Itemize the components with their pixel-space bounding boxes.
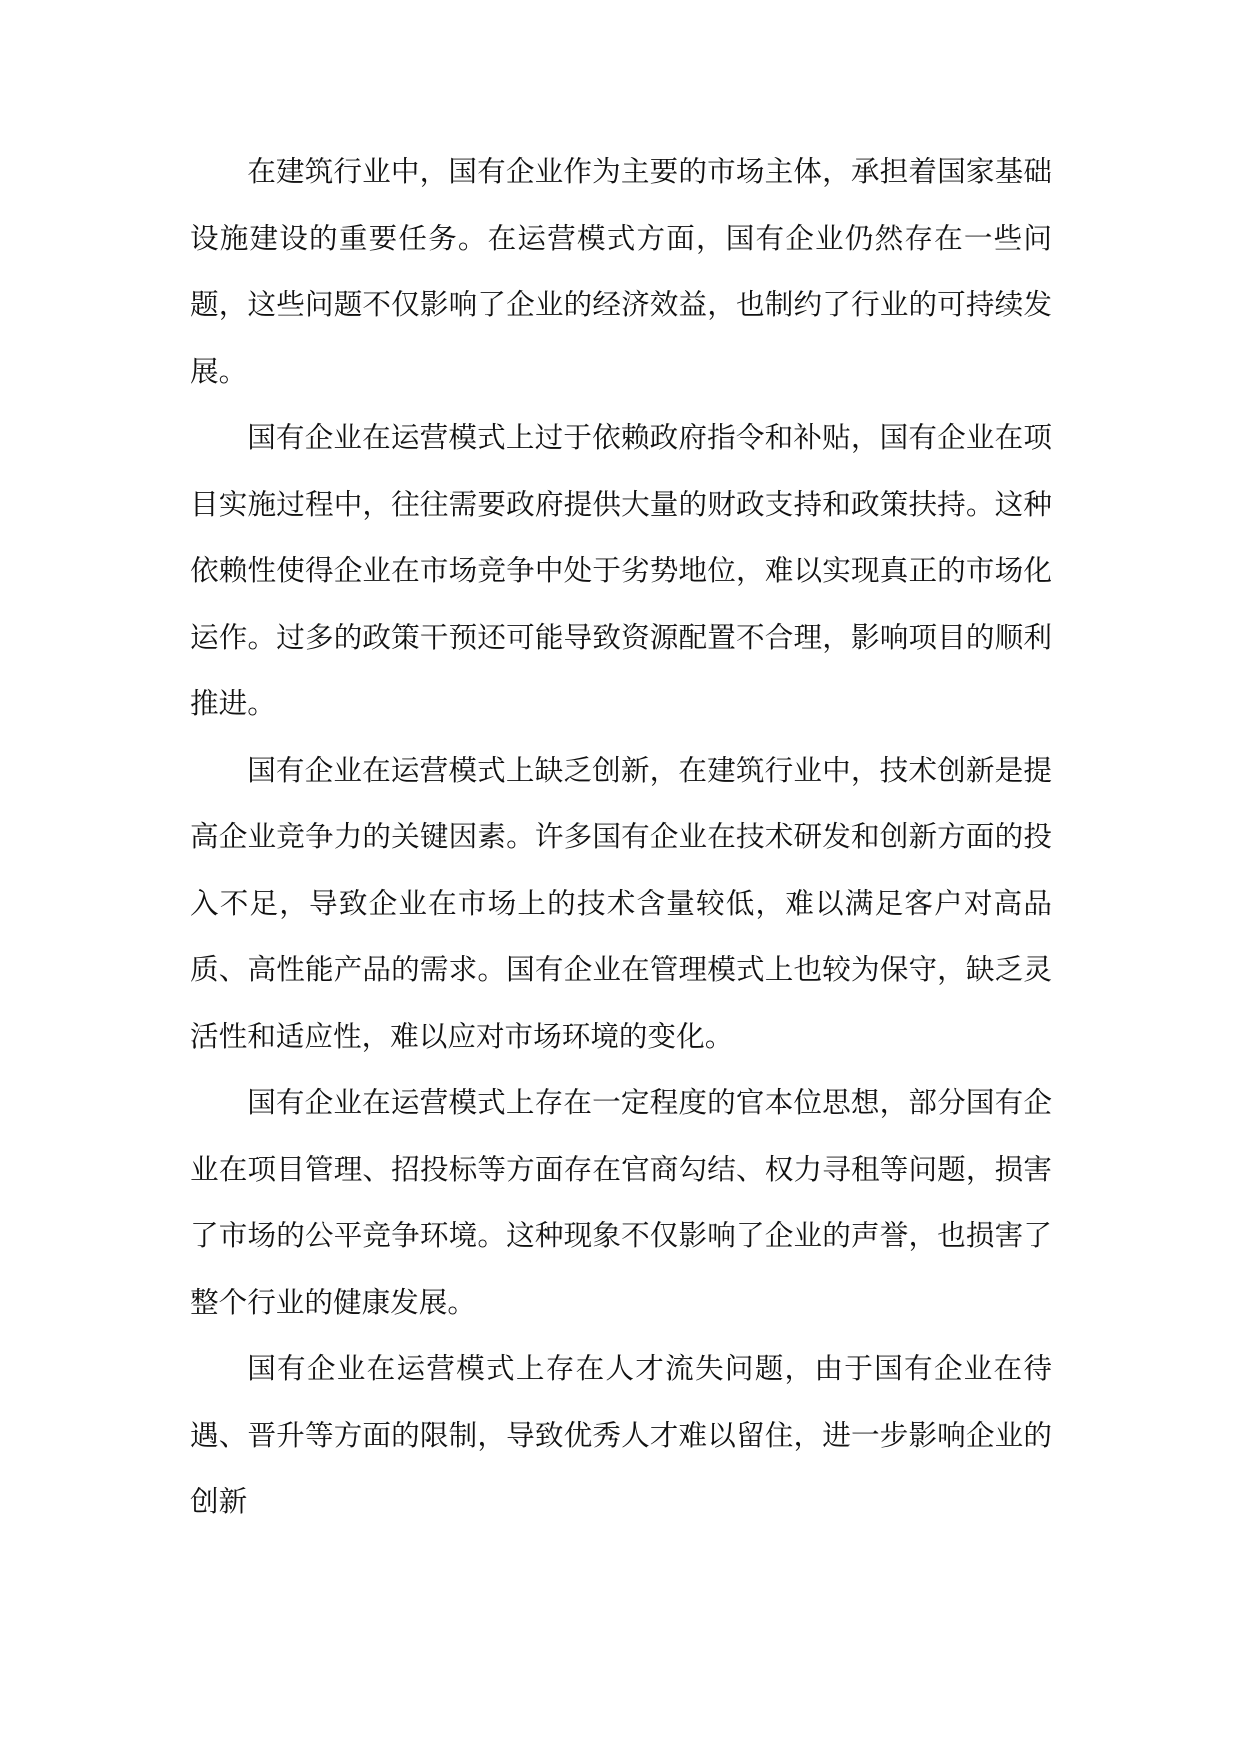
paragraph-4: 国有企业在运营模式上存在一定程度的官本位思想，部分国有企业在项目管理、招投标等方面存在官商勾结、权力寻租等问题，损害了市场的公平竞争环境。这种现象不仅影响了企业的声誉，也损害了整个行业的健康发展。 — [190, 1085, 1052, 1319]
paragraph-5: 国有企业在运营模式上存在人才流失问题，由于国有企业在待遇、晋升等方面的限制，导致优秀人才难以留住，进一步影响企业的创新 — [190, 1351, 1052, 1518]
paragraph-3: 国有企业在运营模式上缺乏创新，在建筑行业中，技术创新是提高企业竞争力的关键因素。许多国有企业在技术研发和创新方面的投入不足，导致企业在市场上的技术含量较低，难以满足客户对高品质、高性能产品的需求。国有企业在管理模式上也较为保守，缺乏灵活性和适应性，难以应对市场环境的变化。 — [190, 752, 1052, 1053]
document-body — [190, 138, 1052, 1535]
paragraph-1: 在建筑行业中，国有企业作为主要的市场主体，承担着国家基础设施建设的重要任务。在运营模式方面，国有企业仍然存在一些问题，这些问题不仅影响了企业的经济效益，也制约了行业的可持续发展。 — [190, 154, 1052, 388]
paragraph-2: 国有企业在运营模式上过于依赖政府指令和补贴，国有企业在项目实施过程中，往往需要政府提供大量的财政支持和政策扶持。这种依赖性使得企业在市场竞争中处于劣势地位，难以实现真正的市场化运作。过多的政策干预还可能导致资源配置不合理，影响项目的顺利推进。 — [190, 420, 1052, 720]
